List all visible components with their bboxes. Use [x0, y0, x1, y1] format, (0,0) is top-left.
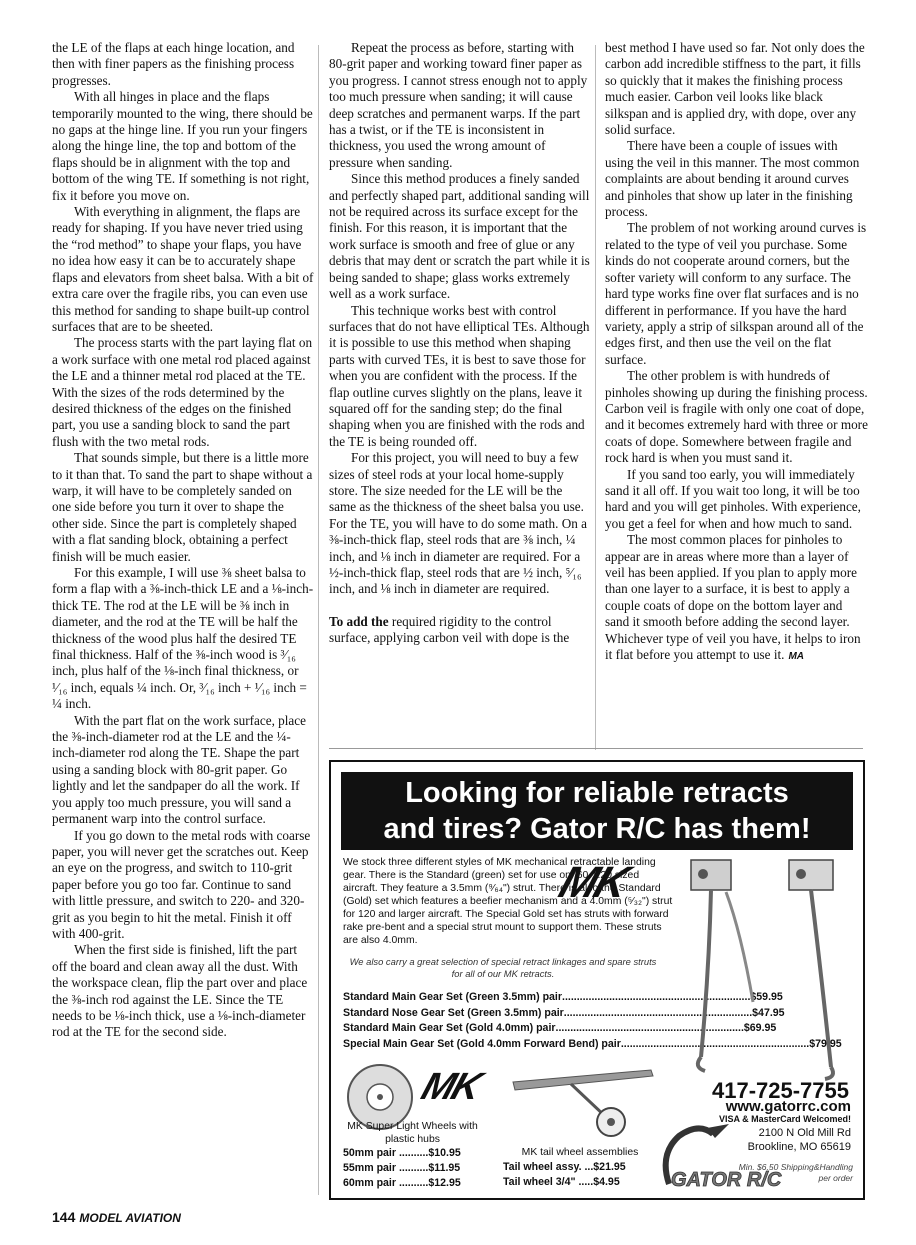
paragraph: For this project, you will need to buy a few sizes of steel rods at your local home-supply store. The size needed for the LE will be the same as the thickness of the sheet balsa you use. For the TE, you will have to do some math. On a ⅜-inch-thick flap, steel rods that are ⅜ inch, ¼ inch, and ⅛ inch in diameter are required. For a ½-inch-thick flap, steel rods that are ½ inch, ⁵⁄₁₆ inch, and ⅛ inch in diameter are required. [329, 450, 587, 597]
page-number: 144 [52, 1209, 76, 1225]
shipping-note: Min. $6.50 Shipping&Handling per order [738, 1162, 853, 1183]
subhead-paragraph [329, 614, 591, 647]
paragraph: The problem of not working around curves is related to the type of veil you purchase. Some kinds do not cooperate around corners, but the softer variety will conform to any surface. The hard type works fine over flat surfaces and is no different in performance. If you have the hard variety, apply a strip of silkspan around all of the edges first, and then use the veil on the flat surface. [605, 220, 867, 367]
price-row: Special Main Gear Set (Gold 4.0mm Forward Bend) pair ..... $79.95 [343, 1037, 673, 1053]
paragraph: With the part flat on the work surface, place the ⅜-inch-diameter rod at the LE and the ¼-inch-diameter rod along the TE. Shape the part using a sanding block with 80-grit paper. Go lightly and let the sandpaper do all the work. If you apply too much pressure, you will sand a permanent warp into the control surface. [52, 712, 306, 827]
column-divider [318, 45, 319, 1195]
retract-pivot-icon [698, 869, 708, 879]
paragraph: Since this method produces a finely sanded and perfectly shaped part, additional sanding will not be required across its surface except for the finish. For this reason, it is important that the work surface is smooth and free of glue or any debris that may dent or scratch the part while it is being sanded to shape; glass works extremely well as a work surface. [329, 171, 590, 302]
phone-number[interactable]: 417-725-7755 [711, 1078, 849, 1103]
wheel-price-list: 50mm pair ..........$10.95 55mm pair ..........$11.95 60mm pair ..........$12.95 [343, 1147, 461, 1189]
address: 2100 N Old Mill Rd Brookline, MO 65619 [747, 1127, 851, 1153]
paragraph: Repeat the process as before, starting with 80-grit paper and working toward finer paper as you progress. I cannot stress enough not to apply too much pressure when sanding; it will cause deep scratches and permanent warps. If the part has a twist, or if the TE is inconsistent in thickness, you used the wrong amount of pressure when sanding. [329, 40, 588, 170]
paragraph: the LE of the flaps at each hinge location, and then with finer papers as the finishing process progresses. [52, 40, 295, 88]
article-column-3 [605, 40, 869, 665]
paragraph: The most common places for pinholes to appear are in areas where more than a layer of veil has been applied. If you plan to apply more than one layer to a surface, it is best to apply a couple coats of dope on the bottom layer and sand it smooth before adding the second layer. Whichever type of veil you have, it helps to iron it flat before you attempt to use it. MA [605, 532, 861, 663]
tail-caption: MK tail wheel assemblies [521, 1147, 639, 1158]
price-row: Standard Main Gear Set (Gold 4.0mm) pair ..... $69.95 [343, 1021, 673, 1037]
article-column-1 [52, 40, 314, 1041]
paragraph: With everything in alignment, the flaps are ready for shaping. If you have never tried using the “rod method” to shape your flaps, you have no idea how easy it can be to accurately shape flaps and elevators from sheet balsa. With a bit of extra care over the fragile ribs, you can even use this method for sanding to shape built-up control surfaces that are to be sheeted. [52, 204, 314, 334]
gear-price-list [343, 990, 842, 1052]
paragraph: best method I have used so far. Not only does the carbon add incredible stiffness to the part, it fills so quickly that it makes the finishing process much easier. Carbon veil looks like black silkspan and is applied dry, with dope, over any solid surface. [605, 40, 865, 138]
ad-top-rule [329, 748, 863, 749]
retract-gear-illustration [671, 852, 861, 1102]
paragraph: There have been a couple of issues with using the veil in this manner. The most common complaints are about bending it around curves and pinholes that show up later in the finishing process. [605, 138, 860, 220]
lead-in-bold: To add the [329, 613, 389, 629]
ad-note: We also carry a great selection of special retract linkages and spare struts for all of our MK retracts. [349, 956, 657, 979]
paragraph: If you go down to the metal rods with coarse paper, you will never get the scratches out. Keep an eye on the progress, and switch to 110-grit paper before you go too far. Continue to sand with little pressure, and switch to 220- and 320-grit as you begin to hit the metal. Finish it off with 400-grit. [52, 827, 311, 941]
tail-wheel-icon [511, 1062, 661, 1142]
price-row: Standard Main Gear Set (Green 3.5mm) pair ..... $59.95 [343, 990, 673, 1006]
paragraph: The process starts with the part laying flat on a work surface with one metal rod placed against the LE and a thinner metal rod placed at the TE. With the sizes of the rods determined by the desired thickness of the edges on the finished part, you use a sanding block to sand the part flush with the two metal rods. [52, 335, 313, 449]
paragraph: For this example, I will use ⅜ sheet balsa to form a flap with a ⅜-inch-thick LE and a ⅛-inch-thick TE. The rod at the LE will be ⅜ inch in diameter, and the rod at the TE will be half the thickness of the wood plus half the desired TE final thickness. Half of the ⅜-inch wood is ³⁄₁₆ inch, plus half of the ⅛-inch final thickness, or ¹⁄₁₆ inch, equals ¼ inch. Or, ³⁄₁₆ inch + ¹⁄₁₆ inch = ¼ inch. [52, 565, 314, 712]
price-row: Standard Nose Gear Set (Green 3.5mm) pair ..... $47.95 [343, 1006, 673, 1022]
strut-icon [701, 890, 711, 1057]
paragraph: The other problem is with hundreds of pinholes showing up during the finishing process. Carbon veil is fragile with only one coat of dope, and it becomes extremely hard with three or more coats of dope. Somewhere between fragile and rock hard is when you must sand it. [605, 368, 868, 466]
payment-note: VISA & MasterCard Welcomed! [718, 1114, 851, 1124]
strut-icon [726, 892, 753, 1002]
gator-brand-text: GATOR R/C [671, 1169, 782, 1191]
lead-in-text: required rigidity to the control surface, applying carbon veil with dope is the [329, 613, 570, 646]
mk-logo: MK [553, 858, 634, 907]
gator-rc-advertisement[interactable] [329, 760, 865, 1200]
paragraph: This technique works best with control surfaces that do not have elliptical TEs. Although it is possible to use this method when shaping parts with curved TEs, it is best to save those for when you are confident with the process. If the flap outline curves slightly on the plans, leave it squared off for the sanding step; do the final shaping when you are finished with the rods and the TE is being rounded off. [329, 302, 590, 449]
page-footer [52, 1209, 181, 1225]
paragraph: With all hinges in place and the flaps temporarily mounted to the wing, there should be no gaps at the hinge line. If you run your fingers along the hinge line, the top and bottom of the flaps should be in alignment with the top and bottom of the wing TE. If something is not right, fix it before you move on. [52, 89, 313, 203]
paragraph: If you sand too early, you will immediately sand it all off. If you wait too long, it will be too hard and you will get pinholes. With experience, you get a feel for when and how much to sand. [605, 466, 861, 531]
strut-icon [811, 890, 831, 1067]
end-mark: MA [788, 651, 805, 663]
tail-price-list: Tail wheel assy. ...$21.95 Tail wheel 3/4" .....$4.95 [503, 1161, 626, 1188]
ad-description: We stock three different styles of MK mechanical retractable landing gear. There is the Standard (green) set for use on .60-1.20 sized aircraft. They feature a 3.5mm (⁹⁄₆₄") strut. There is also the Standard (Gold) set which features a beefier mechanism and a 4.0mm (⁵⁄₃₂") strut for 120 and larger aircraft. The Special Gold set has struts with forward rake pre-bent and a special strut mount to support them. These struts are also 4.0mm. [343, 857, 673, 946]
website-link[interactable]: www.gatorrc.com [725, 1098, 851, 1115]
paragraph: When the first side is finished, lift the part off the board and clean away all the dust. With the workspace clean, flip the part over and place the ⅜-inch rod against the LE. Since the TE needs to be ⅛-inch thick, use a ⅛-inch-diameter rod at the TE for the second side. [52, 942, 308, 1040]
article-column-2 [329, 40, 591, 647]
wheels-caption: MK Super Light Wheels with plastic hubs [347, 1121, 478, 1145]
paragraph: That sounds simple, but there is a little more to it than that. To sand the part to shape without a warp, it will have to be completely sanded on one side before you turn it over to shape the other side. Since the part is completely shaped with a flat sanding block, obtaining a perfect finish will be much easier. [52, 450, 313, 564]
retract-mechanism-icon [789, 860, 833, 890]
magazine-name: MODEL AVIATION [79, 1211, 181, 1225]
ad-headline: Looking for reliable retracts and tires? Gator R/C has them! [341, 772, 853, 850]
retract-mechanism-icon [691, 860, 731, 890]
column-divider [595, 45, 596, 750]
mk-logo: MK [416, 1066, 486, 1108]
